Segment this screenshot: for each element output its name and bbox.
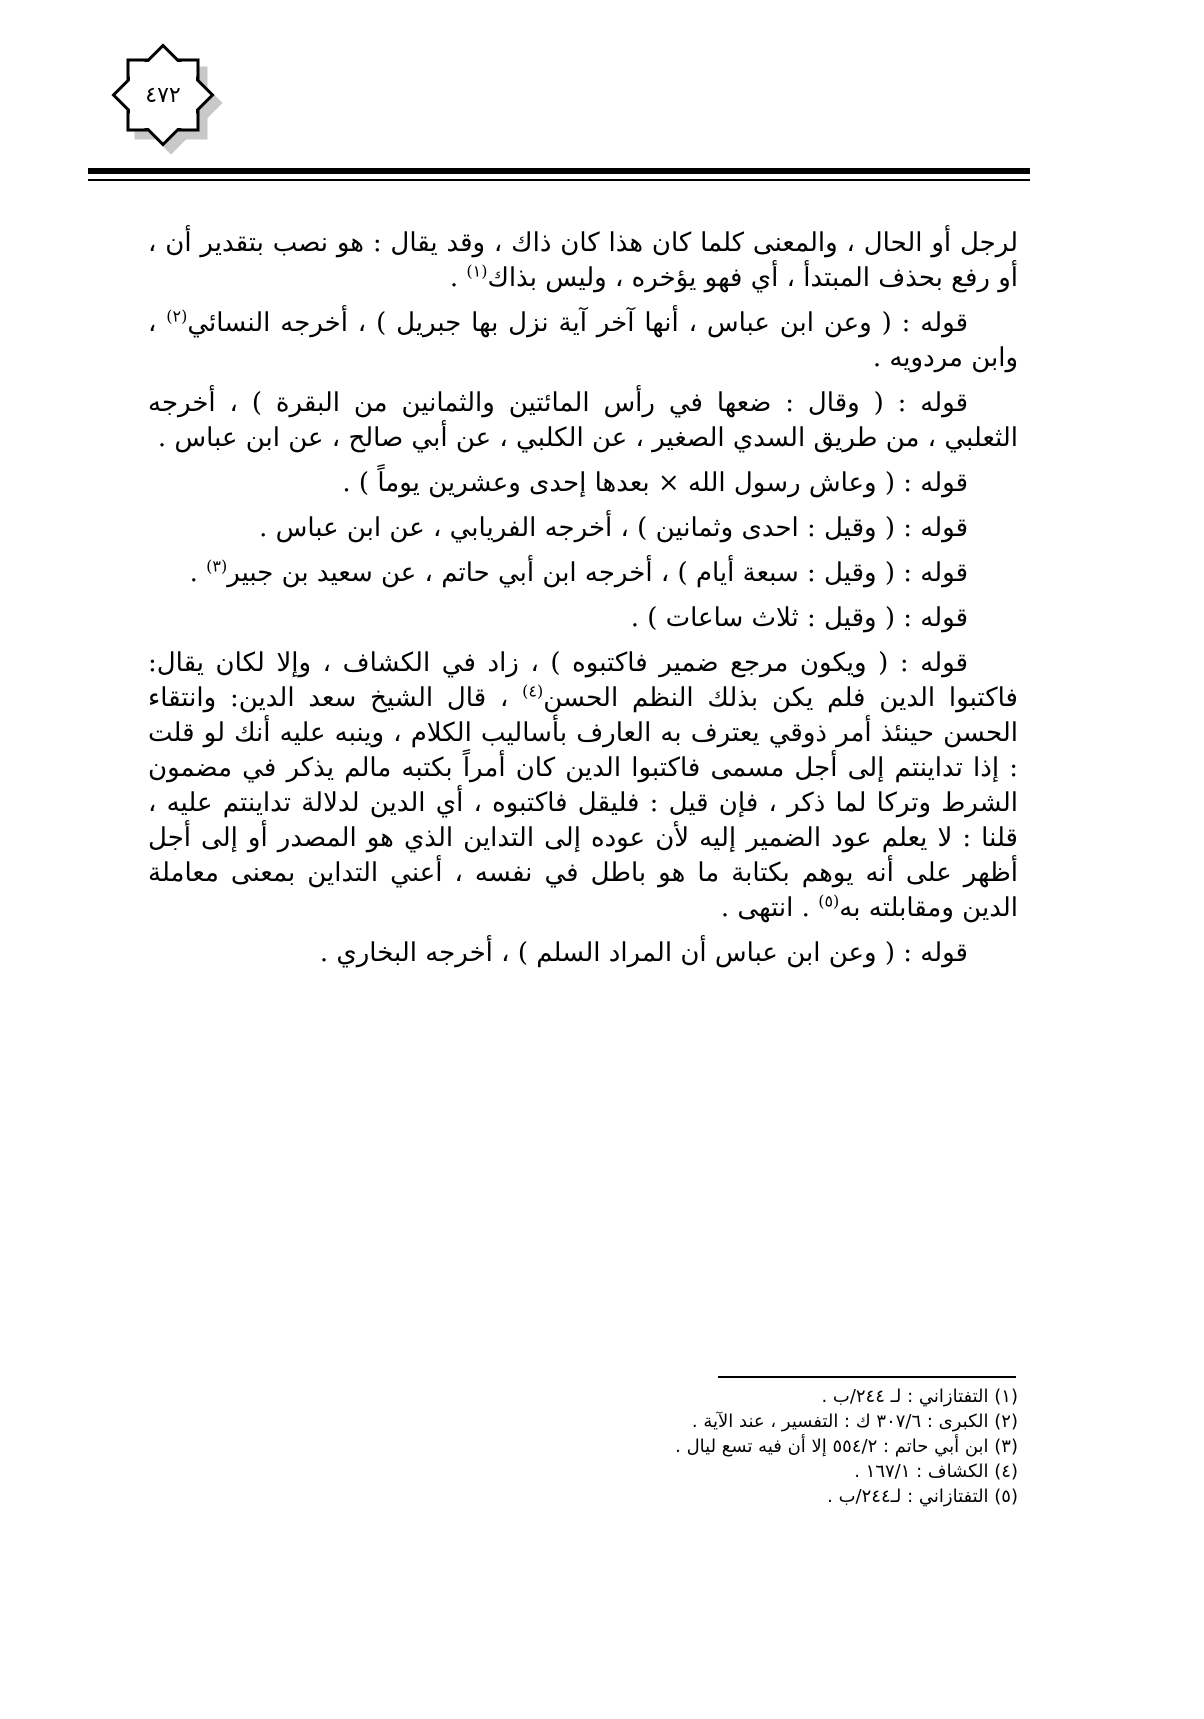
text-run: ، وابن مردويه .: [148, 308, 1018, 373]
footnote: (٣) ابن أبي حاتم : ٥٥٤/٢ إلا أن فيه تسع ليال .: [675, 1436, 1018, 1457]
header-rule: [88, 168, 1030, 174]
text-run: قوله : ( وعن ابن عباس ، أنها آخر آية نزل بها جبريل ) ، أخرجه النسائي: [187, 308, 968, 338]
paragraph: [148, 466, 1018, 501]
paragraph: [148, 936, 1018, 971]
header-rule-thin: [88, 179, 1030, 181]
paragraph: [148, 306, 1018, 376]
page-number-badge: [108, 40, 238, 170]
footnote: (٥) التفتازاني : لـ٢٤٤/ب .: [827, 1486, 1018, 1507]
text-run: قوله : ( وقيل : سبعة أيام ) ، أخرجه ابن أبي حاتم ، عن سعيد بن جبير: [227, 558, 968, 588]
text-run: قوله : ( وقيل : ثلاث ساعات ) .: [630, 603, 968, 633]
paragraph: [148, 226, 1018, 296]
text-run: قوله : ( ويكون مرجع ضمير فاكتبوه ) ، زاد في الكشاف ، وإلا لكان يقال: فاكتبوا الدين فلم يكن بذلك النظم الحسن: [148, 648, 1018, 713]
paragraph: [148, 556, 1018, 591]
footnote: (٢) الكبرى : ٣٠٧/٦ ك : التفسير ، عند الآية .: [691, 1411, 1018, 1432]
text-run: . انتهى .: [720, 893, 819, 923]
paragraph: [148, 646, 1018, 926]
text-run: لرجل أو الحال ، والمعنى كلما كان هذا كان ذاك ، وقد يقال : هو نصب بتقدير أن ، أو رفع بحذف المبتدأ ، أي فهو يؤخره ، وليس بذاك: [148, 228, 1018, 293]
footnote-marker: (٢): [166, 306, 188, 326]
text-run: قوله : ( وعاش رسول الله × بعدها إحدى وعشرين يوماً ) .: [342, 468, 968, 498]
text-run: .: [449, 263, 467, 293]
text-run: قوله : ( وقال : ضعها في رأس المائتين والثمانين من البقرة ) ، أخرجه الثعلبي ، من طريق السدي الصغير ، عن الكلبي ، عن أبي صالح ، عن ابن عباس .: [148, 388, 1018, 453]
footnote-marker: (١): [466, 261, 488, 281]
footnote-marker: (٤): [522, 681, 544, 701]
text-run: قوله : ( وقيل : احدى وثمانين ) ، أخرجه الفريابي ، عن ابن عباس .: [259, 513, 968, 543]
page-number: ٤٧٢: [145, 82, 181, 108]
paragraph: [148, 601, 1018, 636]
paragraph: [148, 386, 1018, 456]
footnote: (١) التفتازاني : لـ ٢٤٤/ب .: [821, 1386, 1018, 1407]
footnote-separator: [718, 1376, 1016, 1378]
footnote-marker: (٣): [206, 556, 228, 576]
text-run: ، قال الشيخ سعد الدين: وانتقاء الحسن حينئذ أمر ذوقي يعترف به العارف بأساليب الكلام ، وينبه عليه أنك لو قلت : إذا تداينتم إلى أجل مسمى فاكتبوا الدين كان أمراً بكتبه مالم يذكر في مضمون الشرط وتركا لما ذكر ، فإن قيل : فليقل فاكتبوه ، أي الدين لدلالة تداينتم عليه ، قلنا : لا يعلم عود الضمير إليه لأن عوده إلى التداين الذي هو المصدر أو إلى أجل أظهر على أنه يوهم بكتابة ما هو باطل في نفسه ، أعني التداين بمعنى معاملة الدين ومقابلته به: [148, 683, 1018, 923]
main-text: [148, 226, 1018, 981]
footnote: (٤) الكشاف : ١٦٧/١ .: [854, 1461, 1018, 1482]
text-run: قوله : ( وعن ابن عباس أن المراد السلم ) ، أخرجه البخاري .: [319, 938, 968, 968]
paragraph: [148, 511, 1018, 546]
footnote-marker: (٥): [818, 891, 840, 911]
text-run: .: [189, 558, 207, 588]
footnotes: [148, 1384, 1018, 1509]
